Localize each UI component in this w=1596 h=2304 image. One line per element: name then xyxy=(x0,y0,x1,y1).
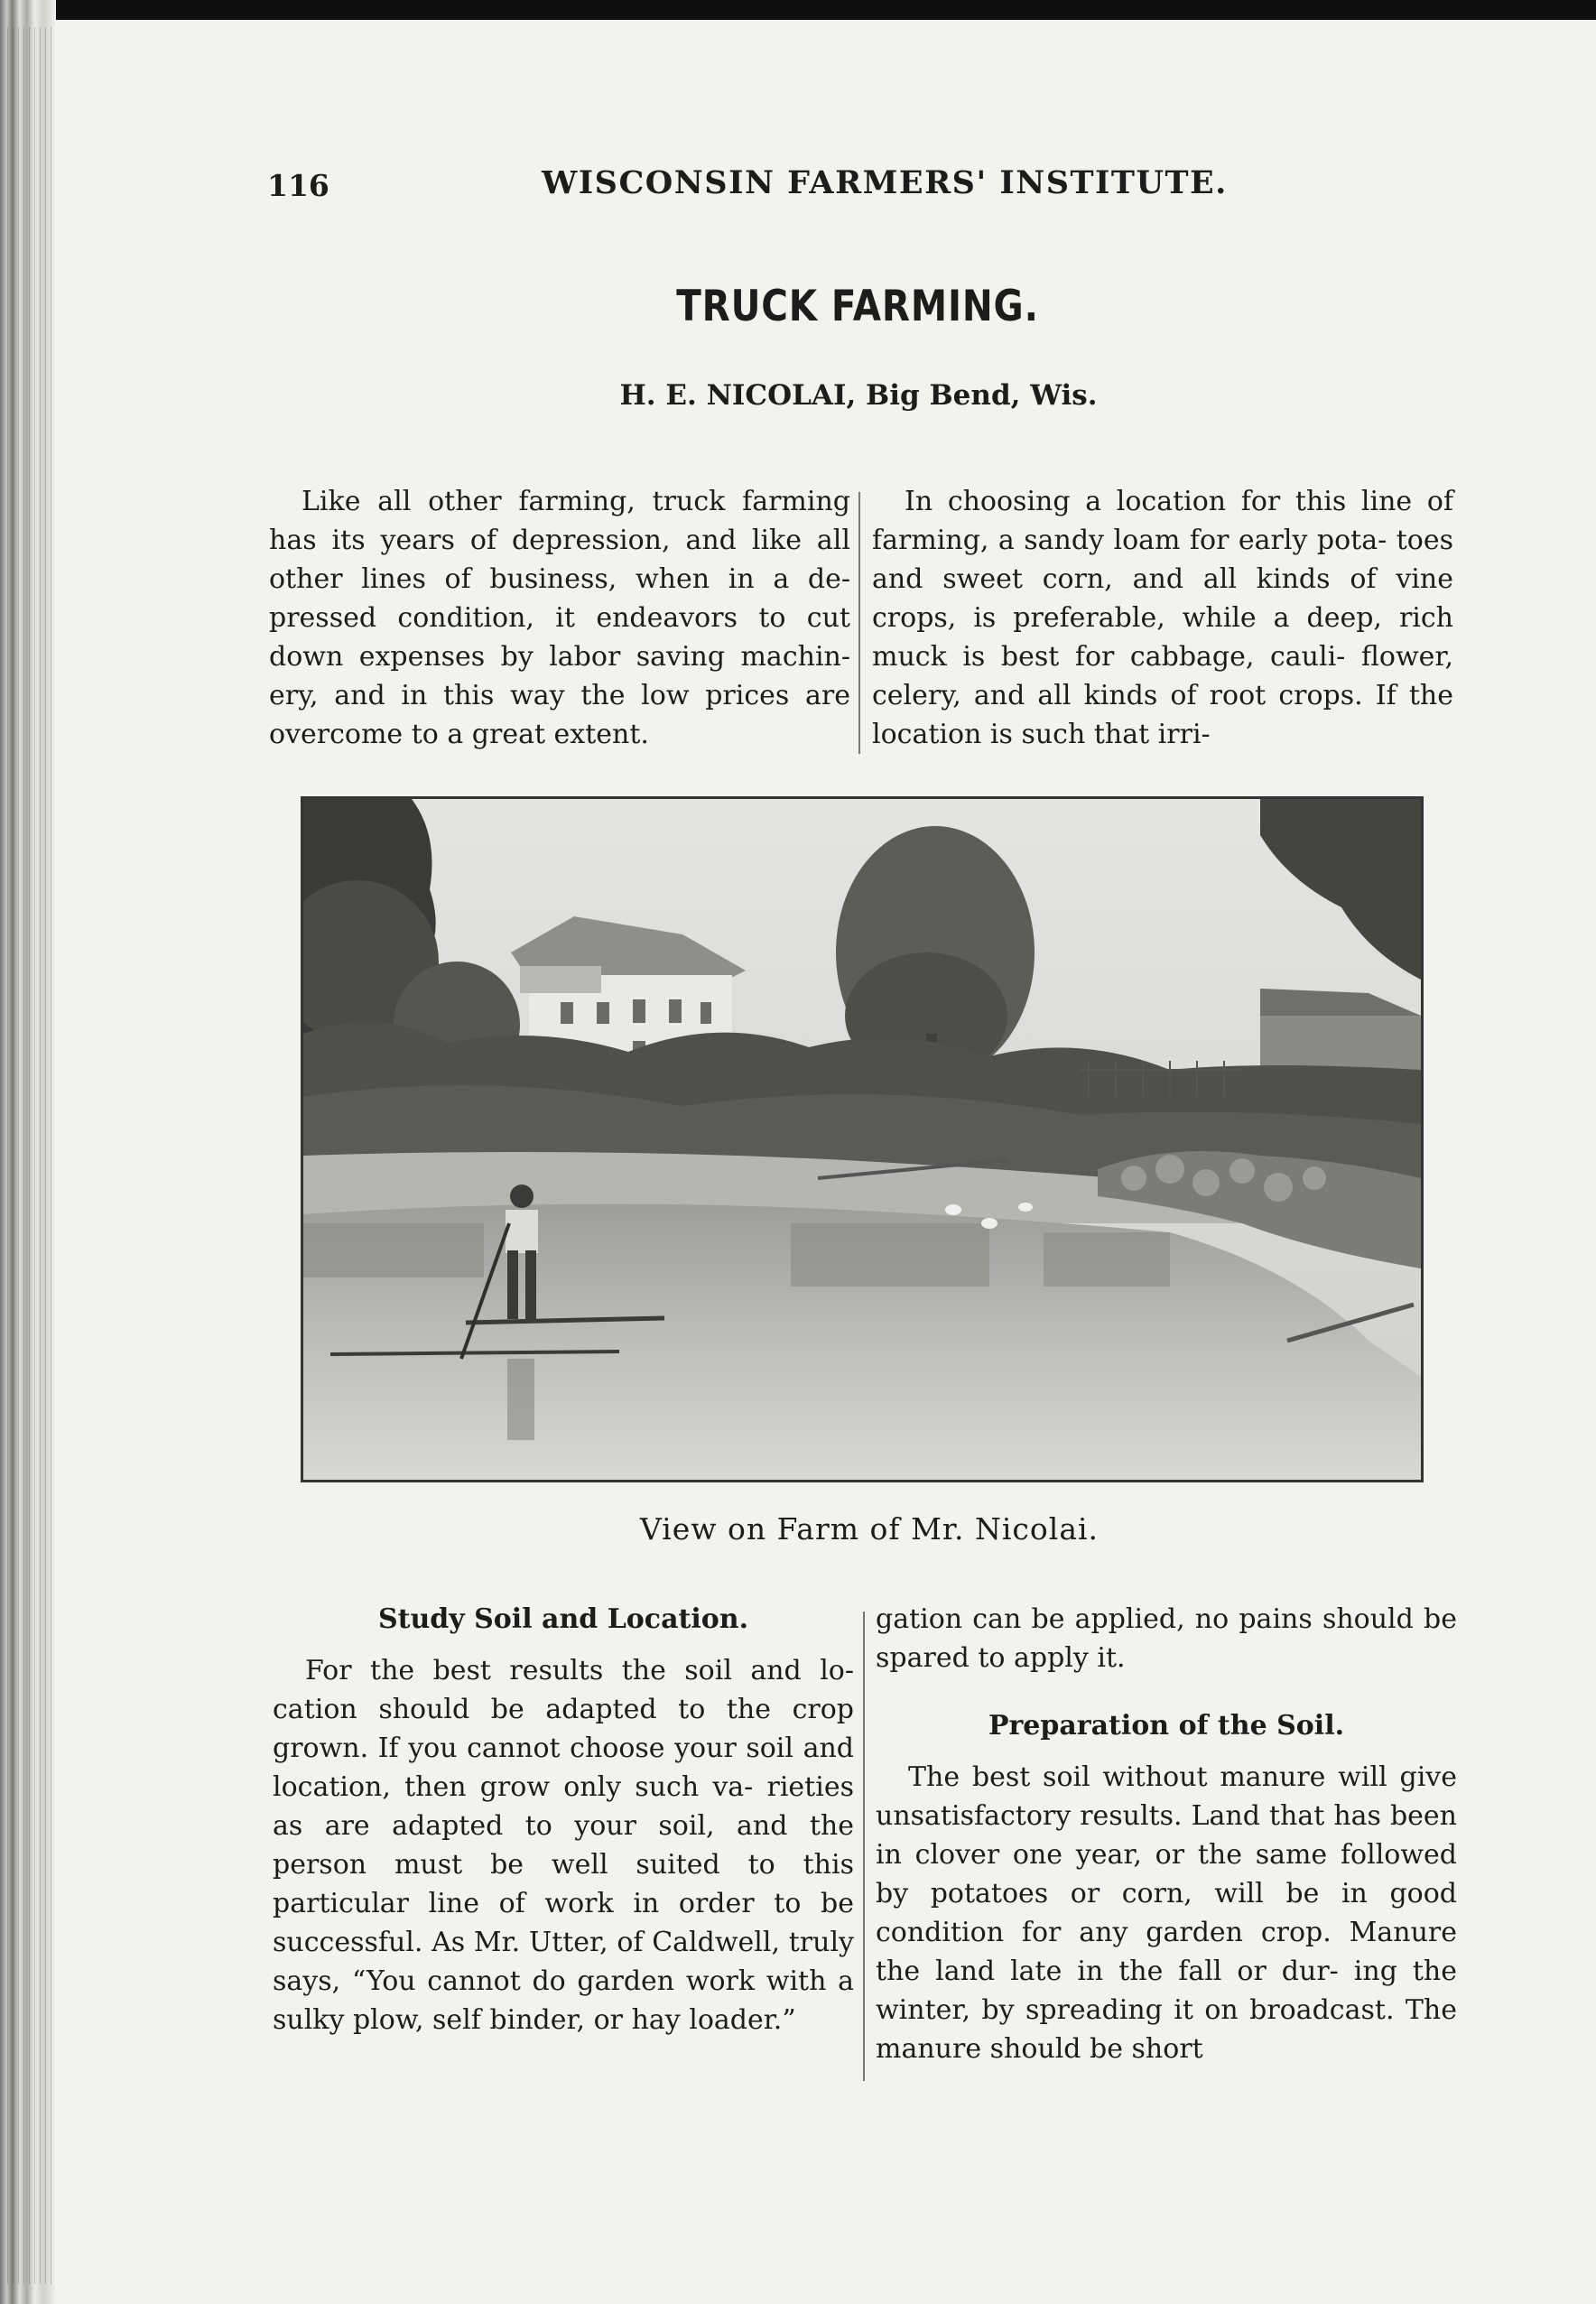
soil-location-column xyxy=(273,1600,854,2039)
text-line: particular line of work in order to be xyxy=(273,1888,854,1919)
text-line: the person must be well suited to this xyxy=(273,1810,854,1881)
text-line: rich muck is best for cabbage, cauli- xyxy=(872,602,1453,673)
text-line: overcome to a great extent. xyxy=(269,719,649,750)
column-rule xyxy=(863,1612,865,2081)
text-line: work with a sulky plow, self binder, or xyxy=(273,1965,854,2036)
text-line: vine crops, is preferable, while a deep, xyxy=(872,563,1453,634)
article-title: TRUCK FARMING. xyxy=(676,282,1039,331)
text-line: other lines of business, when in a de- xyxy=(269,563,850,595)
text-line: ery, and in this way the low prices are xyxy=(269,680,850,711)
scan-edge xyxy=(0,0,1596,20)
text-line: In choosing a location for this line of xyxy=(905,486,1453,517)
text-line: has been in clover one year, or the same xyxy=(876,1800,1457,1871)
text-line: hay loader.” xyxy=(631,2004,796,2036)
text-line: flower, celery, and all kinds of root xyxy=(872,641,1453,711)
text-line: farming, a sandy loam for early pota- xyxy=(872,525,1387,556)
text-line: truly says, “You cannot do garden xyxy=(273,1927,854,1997)
text-line: The best soil without manure will xyxy=(908,1761,1387,1793)
preparation-paragraph xyxy=(876,1758,1457,2068)
text-line: Like all other farming, truck farming xyxy=(302,486,850,517)
text-line: pressed condition, it endeavors to cut xyxy=(269,602,850,634)
text-line: give unsatisfactory results. Land that xyxy=(876,1761,1457,1832)
section-heading: Preparation of the Soil. xyxy=(988,1710,1345,1742)
byline: H. E. NICOLAI, Big Bend, Wis. xyxy=(619,379,1098,412)
text-line: followed by potatoes or corn, will be in xyxy=(876,1839,1457,1909)
intro-right-column xyxy=(872,482,1453,754)
figure-caption: View on Farm of Mr. Nicolai. xyxy=(639,1511,1100,1547)
text-line: be spared to apply it. xyxy=(876,1603,1457,1674)
text-line: gation can be applied, no pains should xyxy=(876,1603,1414,1635)
text-line: For the best results the soil and lo- xyxy=(305,1655,854,1686)
text-line: down expenses by labor saving machin- xyxy=(269,641,850,673)
preparation-column xyxy=(876,1600,1457,2068)
farm-photograph xyxy=(301,796,1424,1482)
text-line: crops. If the location is such that irri- xyxy=(872,680,1453,750)
page-number: 116 xyxy=(267,168,329,203)
intro-right-paragraph xyxy=(872,482,1453,754)
column-rule xyxy=(858,492,860,754)
text-line: and location, then grow only such va- xyxy=(273,1733,854,1803)
text-line: Manure the land late in the fall or dur- xyxy=(876,1917,1457,1987)
text-line: cation should be adapted to the crop xyxy=(273,1694,854,1725)
text-line: rieties as are adapted to your soil, and xyxy=(273,1771,854,1842)
intro-left-paragraph xyxy=(269,482,850,754)
intro-left-column xyxy=(269,482,850,754)
photo-illustration xyxy=(303,799,1421,1480)
section-heading: Study Soil and Location. xyxy=(377,1603,749,1635)
book-spine xyxy=(0,0,56,2304)
soil-location-paragraph xyxy=(273,1651,854,2039)
text-line: grown. If you cannot choose your soil xyxy=(273,1733,793,1764)
spine-texture xyxy=(7,27,52,2284)
text-line: good condition for any garden crop. xyxy=(876,1878,1457,1948)
text-line: broadcast. The manure should be short xyxy=(876,1994,1457,2065)
text-line: ing the winter, by spreading it on xyxy=(876,1956,1457,2026)
text-line: has its years of depression, and like all xyxy=(269,525,850,556)
running-head: WISCONSIN FARMERS' INSTITUTE. xyxy=(542,164,1228,201)
text-line: successful. As Mr. Utter, of Caldwell, xyxy=(273,1927,781,1958)
text-line: toes and sweet corn, and all kinds of xyxy=(872,525,1453,595)
continuation-paragraph xyxy=(876,1600,1457,1677)
